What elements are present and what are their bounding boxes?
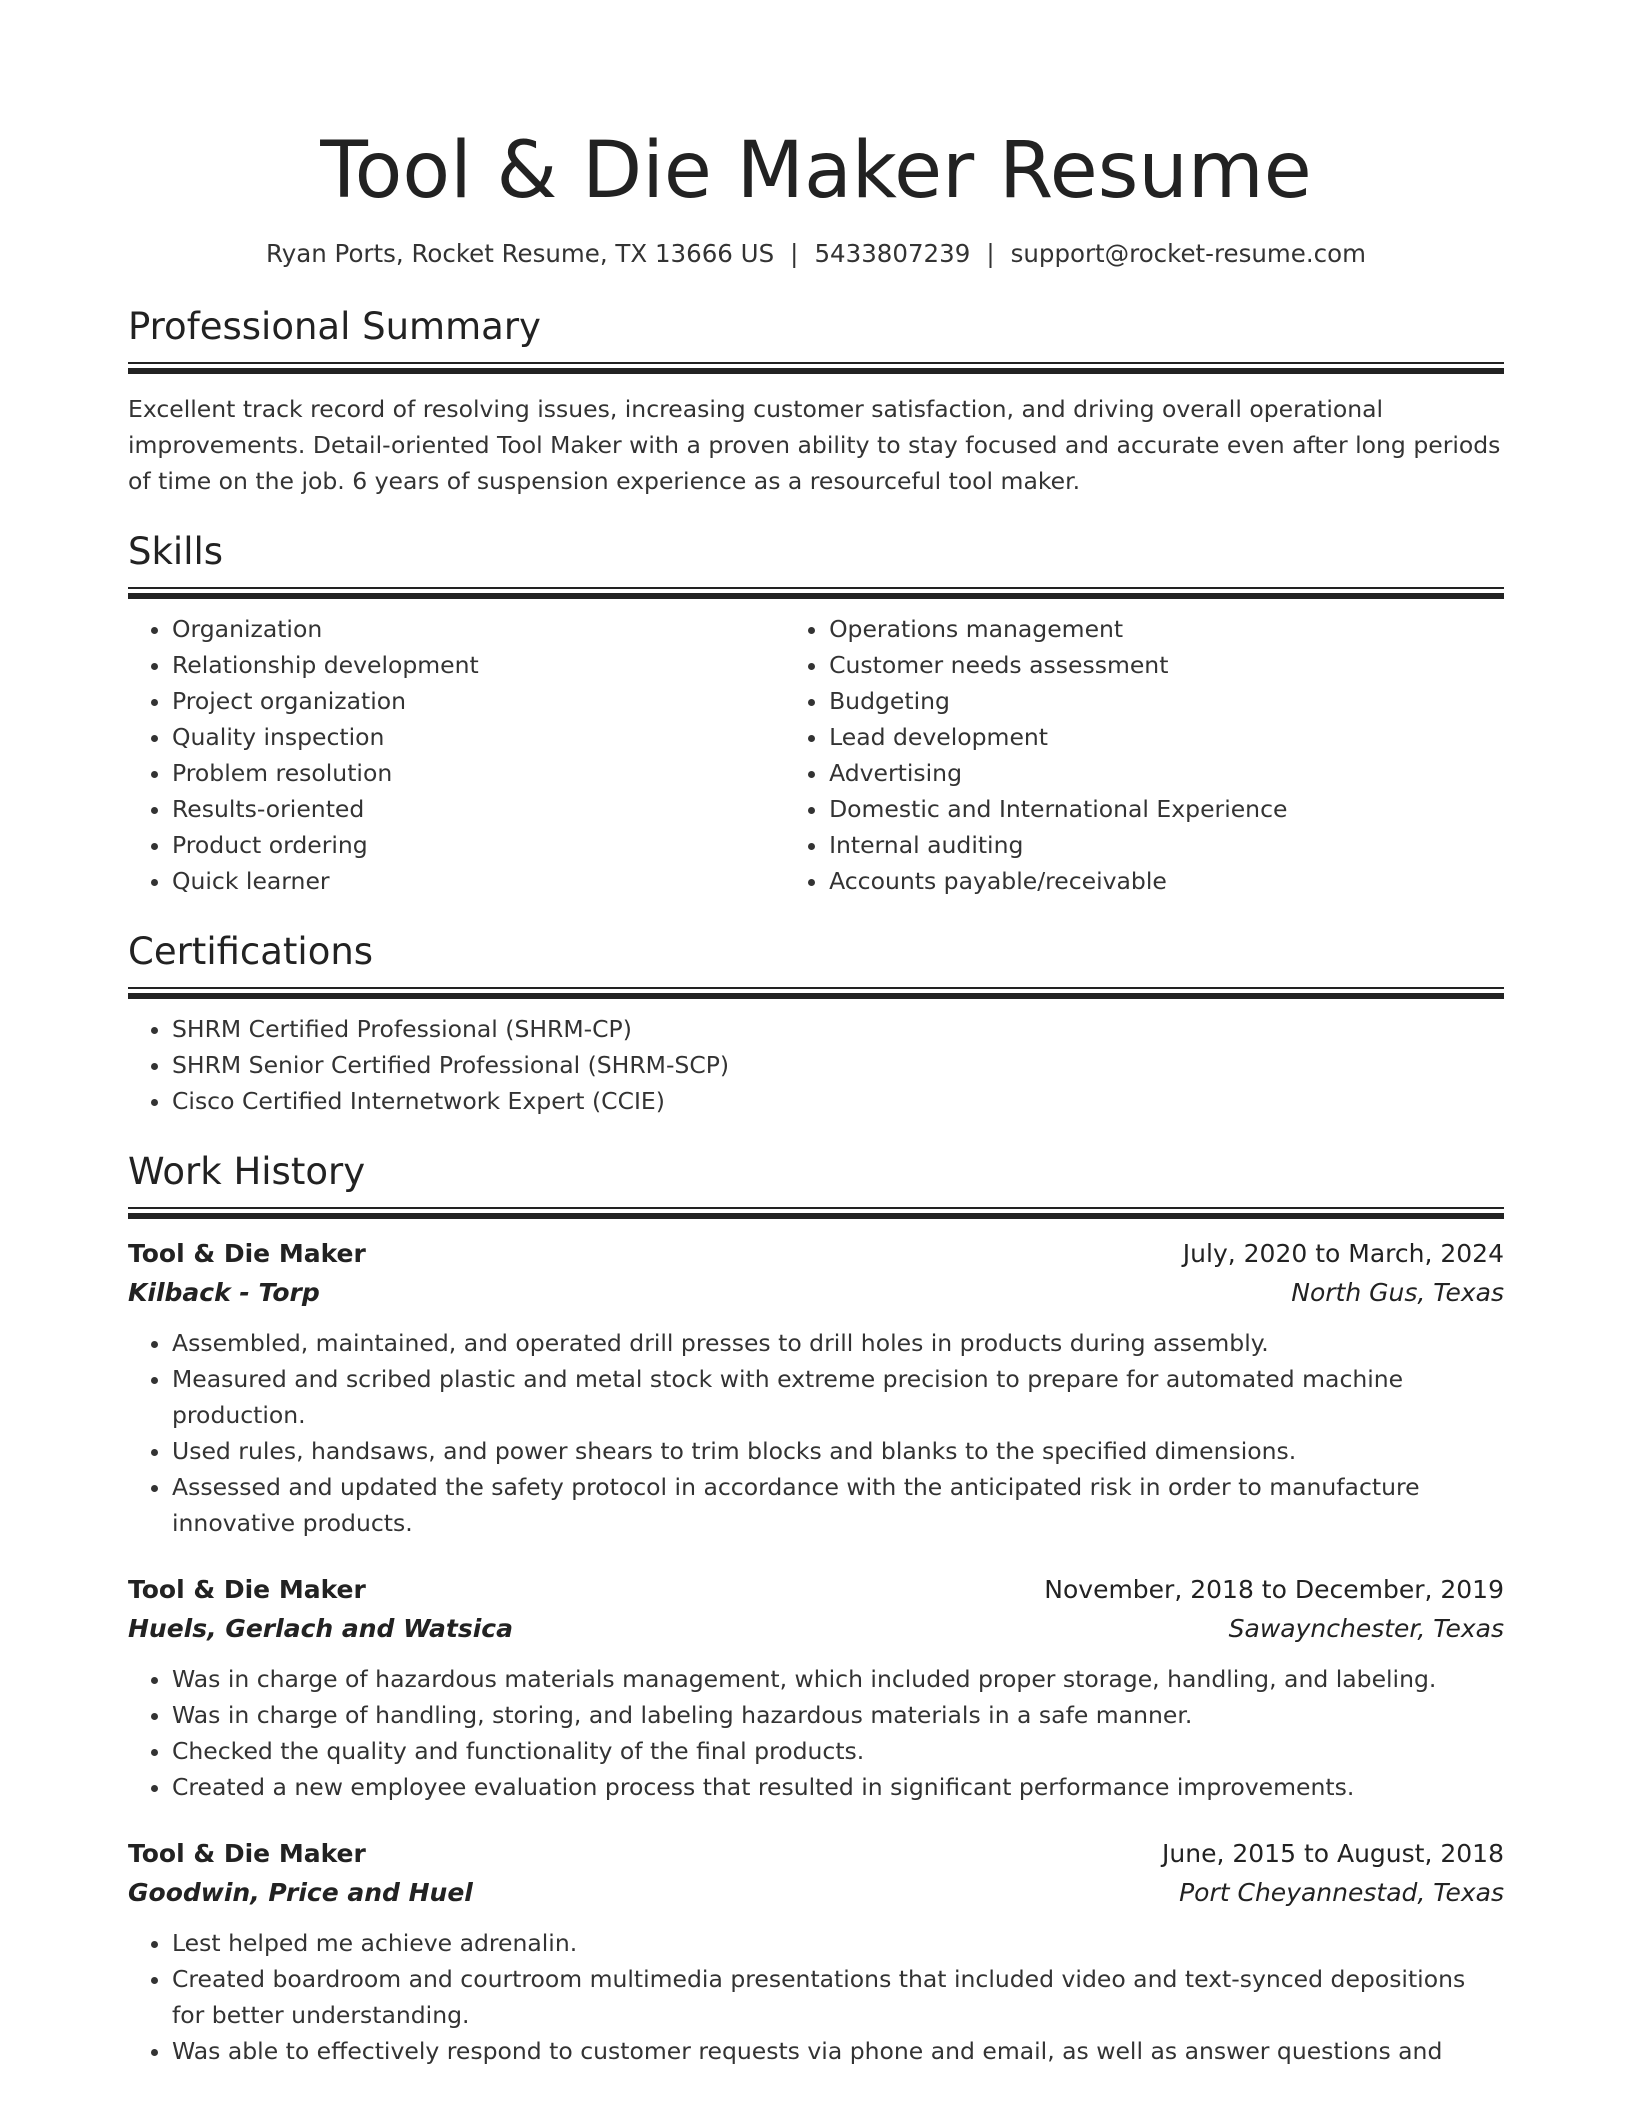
job-bullet: • Was able to effectively respond to customer requests via phone and email, as well as answer questions and — [172, 2033, 1504, 2069]
skills-heading: Skills — [128, 530, 224, 573]
certifications-section — [128, 929, 1504, 1119]
summary-section — [128, 304, 1504, 499]
skill-item: • Customer needs assessment — [829, 647, 1504, 683]
job-dates: June, 2015 to August, 2018 — [1162, 1839, 1504, 1868]
job-bullet: • Checked the quality and functionality of the final products. — [172, 1733, 1504, 1769]
skill-item: • Budgeting — [829, 683, 1504, 719]
skill-item: • Organization — [172, 611, 785, 647]
job-location: Port Cheyannestad, Texas — [1179, 1878, 1504, 1907]
job-entry — [128, 1835, 1504, 2069]
job-dates: July, 2020 to March, 2024 — [1182, 1239, 1504, 1268]
job-title: Tool & Die Maker — [128, 1839, 366, 1868]
job-subheader-row — [128, 1609, 1504, 1649]
resume-page — [128, 0, 1504, 2069]
certifications-heading: Certifications — [128, 930, 374, 973]
certification-item: • SHRM Senior Certified Professional (SHRM-SCP) — [172, 1047, 1504, 1083]
job-bullet: • Was in charge of handling, storing, and labeling hazardous materials in a safe manner. — [172, 1697, 1504, 1733]
work-history-heading: Work History — [128, 1150, 366, 1193]
job-subheader-row — [128, 1873, 1504, 1913]
job-location: North Gus, Texas — [1291, 1278, 1504, 1307]
section-divider — [128, 1207, 1504, 1219]
job-dates: November, 2018 to December, 2019 — [1044, 1575, 1504, 1604]
skill-item: • Quick learner — [172, 863, 785, 899]
job-bullets — [128, 1925, 1504, 2069]
job-subheader-row — [128, 1273, 1504, 1313]
contact-separator: | — [986, 239, 995, 268]
skill-item: • Relationship development — [172, 647, 785, 683]
skill-item: • Quality inspection — [172, 719, 785, 755]
skill-item: • Operations management — [829, 611, 1504, 647]
certifications-list — [128, 1011, 1504, 1119]
skills-columns — [128, 611, 1504, 899]
job-company: Kilback - Torp — [128, 1278, 320, 1307]
job-bullets — [128, 1325, 1504, 1541]
skills-section — [128, 529, 1504, 899]
job-bullet: • Created a new employee evaluation process that resulted in significant performance improvements. — [172, 1769, 1504, 1805]
skill-item: • Accounts payable/receivable — [829, 863, 1504, 899]
skill-item: • Advertising — [829, 755, 1504, 791]
section-divider — [128, 587, 1504, 599]
job-company: Goodwin, Price and Huel — [128, 1878, 473, 1907]
job-bullet: • Measured and scribed plastic and metal stock with extreme precision to prepare for automated machine production. — [172, 1361, 1504, 1433]
job-bullet: • Assembled, maintained, and operated drill presses to drill holes in products during assembly. — [172, 1325, 1504, 1361]
job-entry — [128, 1235, 1504, 1541]
contact-separator: | — [790, 239, 799, 268]
job-bullet: • Was in charge of hazardous materials management, which included proper storage, handling, and labeling. — [172, 1661, 1504, 1697]
skill-item: • Domestic and International Experience — [829, 791, 1504, 827]
job-bullet: • Assessed and updated the safety protocol in accordance with the anticipated risk in order to manufacture innovative products. — [172, 1469, 1504, 1541]
job-location: Sawaynchester, Texas — [1228, 1614, 1504, 1643]
section-divider — [128, 362, 1504, 374]
resume-title: Tool & Die Maker Resume — [320, 126, 1312, 216]
skills-list-left — [128, 611, 785, 899]
summary-heading: Professional Summary — [128, 305, 541, 348]
skill-item: • Lead development — [829, 719, 1504, 755]
job-header-row — [128, 1571, 1504, 1609]
skill-item: • Internal auditing — [829, 827, 1504, 863]
contact-address: Ryan Ports, Rocket Resume, TX 13666 US — [266, 239, 775, 268]
job-company: Huels, Gerlach and Watsica — [128, 1614, 513, 1643]
job-bullets — [128, 1661, 1504, 1805]
job-entry — [128, 1571, 1504, 1805]
job-header-row — [128, 1235, 1504, 1273]
job-title: Tool & Die Maker — [128, 1239, 366, 1268]
skills-list-right — [785, 611, 1504, 899]
contact-line — [128, 238, 1504, 270]
certification-item: • SHRM Certified Professional (SHRM-CP) — [172, 1011, 1504, 1047]
job-bullet: • Used rules, handsaws, and power shears to trim blocks and blanks to the specified dimensions. — [172, 1433, 1504, 1469]
job-header-row — [128, 1835, 1504, 1873]
skill-item: • Product ordering — [172, 827, 785, 863]
skill-item: • Problem resolution — [172, 755, 785, 791]
certification-item: • Cisco Certified Internetwork Expert (CCIE) — [172, 1083, 1504, 1119]
job-title: Tool & Die Maker — [128, 1575, 366, 1604]
section-divider — [128, 987, 1504, 999]
contact-email: support@rocket-resume.com — [1010, 239, 1366, 268]
skill-item: • Project organization — [172, 683, 785, 719]
job-bullet: • Created boardroom and courtroom multimedia presentations that included video and text-synced depositions for better understanding. — [172, 1961, 1504, 2033]
job-bullet: • Lest helped me achieve adrenalin. — [172, 1925, 1504, 1961]
contact-phone: 5433807239 — [814, 239, 971, 268]
summary-text: Excellent track record of resolving issues, increasing customer satisfaction, and driving overall operational improvements. Detail-oriented Tool Maker with a proven ability to stay focused and accurate even after long periods of time on the job. 6 years of suspension experience as a resourceful tool maker. — [128, 395, 1501, 495]
skill-item: • Results-oriented — [172, 791, 785, 827]
work-history-section — [128, 1149, 1504, 2069]
